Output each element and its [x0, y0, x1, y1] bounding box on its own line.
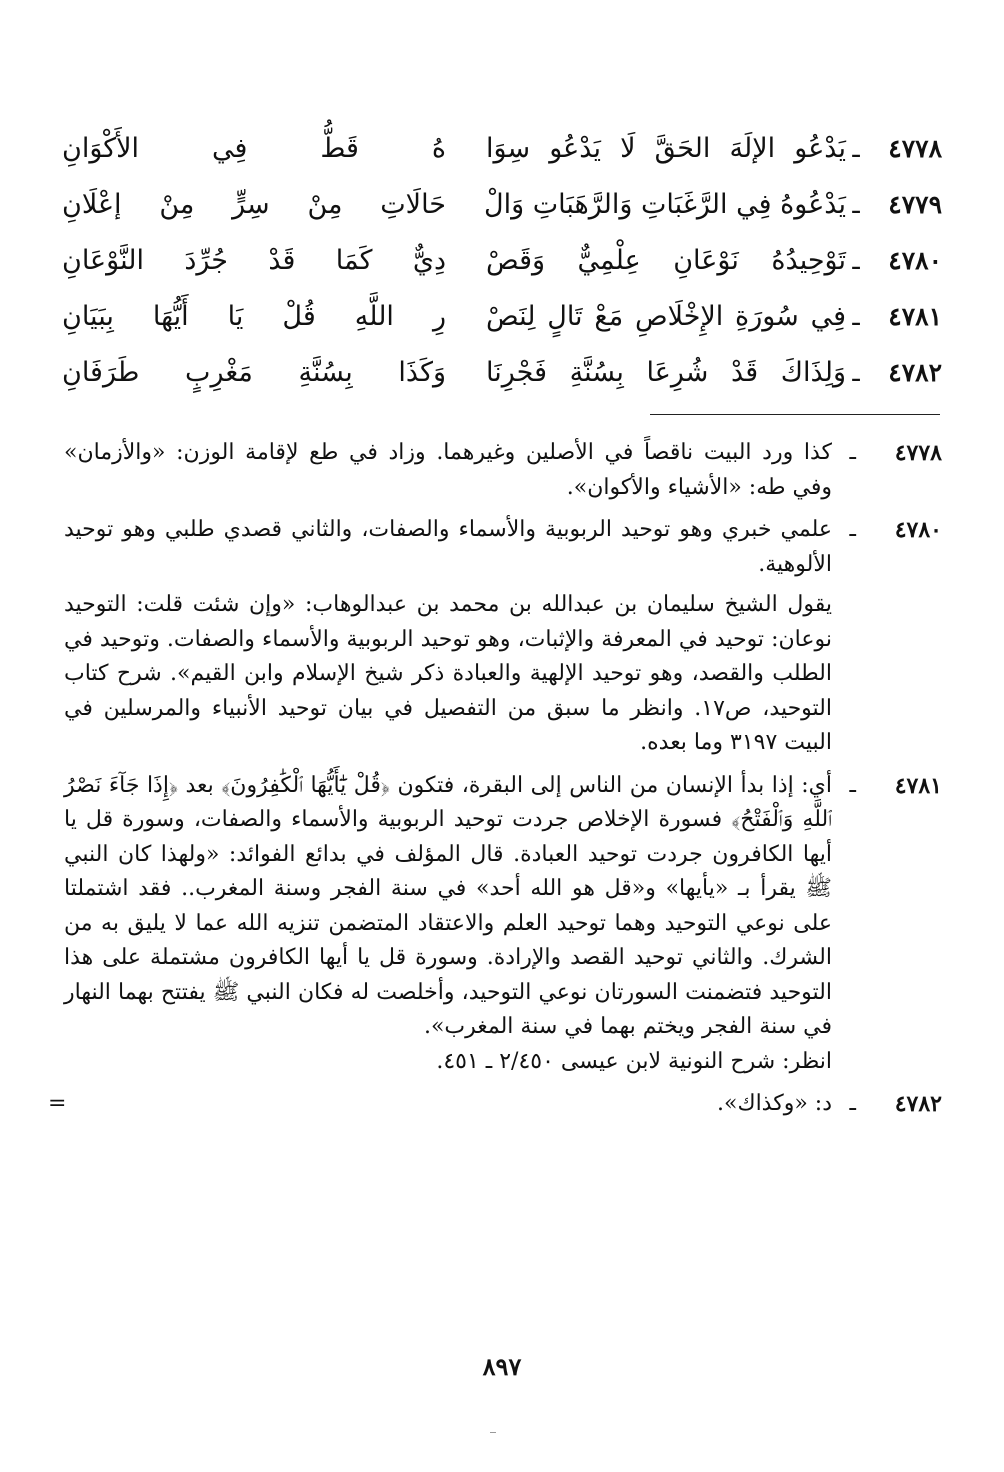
verse-second-hemistich: وَكَذَا بِسُنَّةِ مَغْرِبٍ طَرَفَانِ [62, 356, 446, 388]
footnote-reference: انظر: شرح النونية لابن عيسى ٢/٤٥٠ ـ ٤٥١. [436, 1048, 832, 1074]
footnote [48, 1087, 942, 1122]
verse-first-hemistich: فِي سُورَةِ الإِخْلَاصِ مَعْ تَالٍ لِنَصْ [486, 300, 846, 332]
verse-second-hemistich: دِيٌّ كَمَا قَدْ جُرِّدَ النَّوْعَانِ [62, 244, 446, 276]
footnote [64, 436, 942, 505]
verse-dash: ـ [852, 189, 860, 219]
verse-second-hemistich: حَالَاتِ مِنْ سِرٍّ مِنْ إعْلَانِ [62, 188, 446, 220]
footnotes [48, 436, 942, 1130]
page-number: ٨٩٧ [482, 1352, 522, 1381]
verse-row [62, 120, 942, 176]
continuation-mark: = [48, 1091, 67, 1116]
verse-first-hemistich: يَدْعُوهُ فِي الرَّغَبَاتِ وَالرَّهَبَاتِ وَالْ [483, 188, 846, 220]
footnote-text: يقول الشيخ سليمان بن عبدالله بن محمد بن عبدالوهاب: «وإن شئت قلت: التوحيد نوعان: توحيد في المعرفة والإثبات، وهو توحيد الربوبية والأسماء والصفات. وتوحيد في الطلب والقصد، وهو توحيد الإلهية والعبادة ذكر شيخ الإسلام وابن القيم». شرح كتاب التوحيد، ص١٧. وانظر ما سبق من التفصيل في بيان توحيد الأنبياء والمرسلين في البيت ٣١٩٧ وما بعده. [64, 592, 833, 755]
verse-row [62, 288, 942, 344]
verse-dash: ـ [852, 357, 860, 387]
verse-number: ٤٧٧٨ [888, 133, 942, 163]
footnote-dash: ـ [849, 1091, 856, 1116]
verse-number: ٤٧٧٩ [888, 189, 942, 219]
verse-number: ٤٧٨٠ [888, 245, 942, 275]
footnote-text: كذا ورد البيت ناقصاً في الأصلين وغيرهما. وزاد في طع لإقامة الوزن: «والأزمان» وفي طه: «الأشياء والأكوان». [64, 440, 832, 500]
footnote-separator [650, 414, 940, 415]
verse-first-hemistich: يَدْعُو الإلَهَ الحَقَّ لَا يَدْعُو سِوَا [486, 132, 846, 164]
verse-first-hemistich: وَلِذَاكَ قَدْ شُرِعَا بِسُنَّةِ فَجْرِنَا [486, 356, 846, 388]
bottom-mark [490, 1432, 496, 1433]
footnote [64, 769, 942, 1080]
verse-first-hemistich: تَوْحِيدُهُ نَوْعَانِ عِلْمِيٌّ وَقَصْ [486, 244, 846, 276]
verse-row [62, 232, 942, 288]
verse-number: ٤٧٨١ [888, 301, 942, 331]
poem [62, 120, 942, 400]
footnote-text: د: «وكذاك». [716, 1091, 832, 1116]
footnote-number: ٤٧٨٠ [894, 517, 942, 543]
footnote-dash: ـ [849, 517, 856, 542]
verse-row [62, 344, 942, 400]
verse-number: ٤٧٨٢ [888, 357, 942, 387]
verse-second-hemistich: هُ قَطُّ فِي الأَكْوَانِ [62, 132, 446, 164]
footnote-dash: ـ [849, 440, 856, 465]
verse-dash: ـ [852, 245, 860, 275]
footnote-text: علمي خبري وهو توحيد الربوبية والأسماء والصفات، والثاني قصدي طلبي وهو توحيد الألوهية. [64, 517, 832, 577]
verse-row [62, 176, 942, 232]
verse-dash: ـ [852, 133, 860, 163]
footnote-text: أي: إذا بدأ الإنسان من الناس إلى البقرة، فتكون ﴿قُلْ يَٰٓأَيُّهَا ٱلْكَٰفِرُونَ﴾ بعد ﴿إِذَا جَآءَ نَصْرُ ٱللَّهِ وَٱلْفَتْحُ﴾ فسورة الإخلاص جردت توحيد الربوبية والأسماء والصفات، وسورة قل يا أيها الكافرون جردت توحيد العبادة. قال المؤلف في بدائع الفوائد: «ولهذا كان النبي ﷺ يقرأ بـ «يأيها» و«قل هو الله أحد» في سنة الفجر وسنة المغرب.. فقد اشتملتا على نوعي التوحيد وهما توحيد العلم والاعتقاد المتضمن تنزيه الله عما لا يليق به من الشرك. والثاني توحيد القصد والإرادة. وسورة قل يا أيها الكافرون مشتملة على هذا التوحيد فتضمنت السورتان نوعي التوحيد، وأخلصت له فكان النبي ﷺ يفتتح بهما النهار في سنة الفجر ويختم بهما في سنة المغرب». [64, 772, 832, 1039]
footnote-number: ٤٧٨١ [894, 772, 942, 799]
footnote-dash: ـ [849, 772, 856, 798]
footnote [64, 513, 942, 761]
verse-dash: ـ [852, 301, 860, 331]
verse-second-hemistich: رِ اللَّهِ قُلْ يَا أَيُّهَا بِبَيَانِ [62, 300, 446, 332]
footnote-number: ٤٧٧٨ [894, 440, 942, 466]
footnote-number: ٤٧٨٢ [894, 1091, 942, 1117]
